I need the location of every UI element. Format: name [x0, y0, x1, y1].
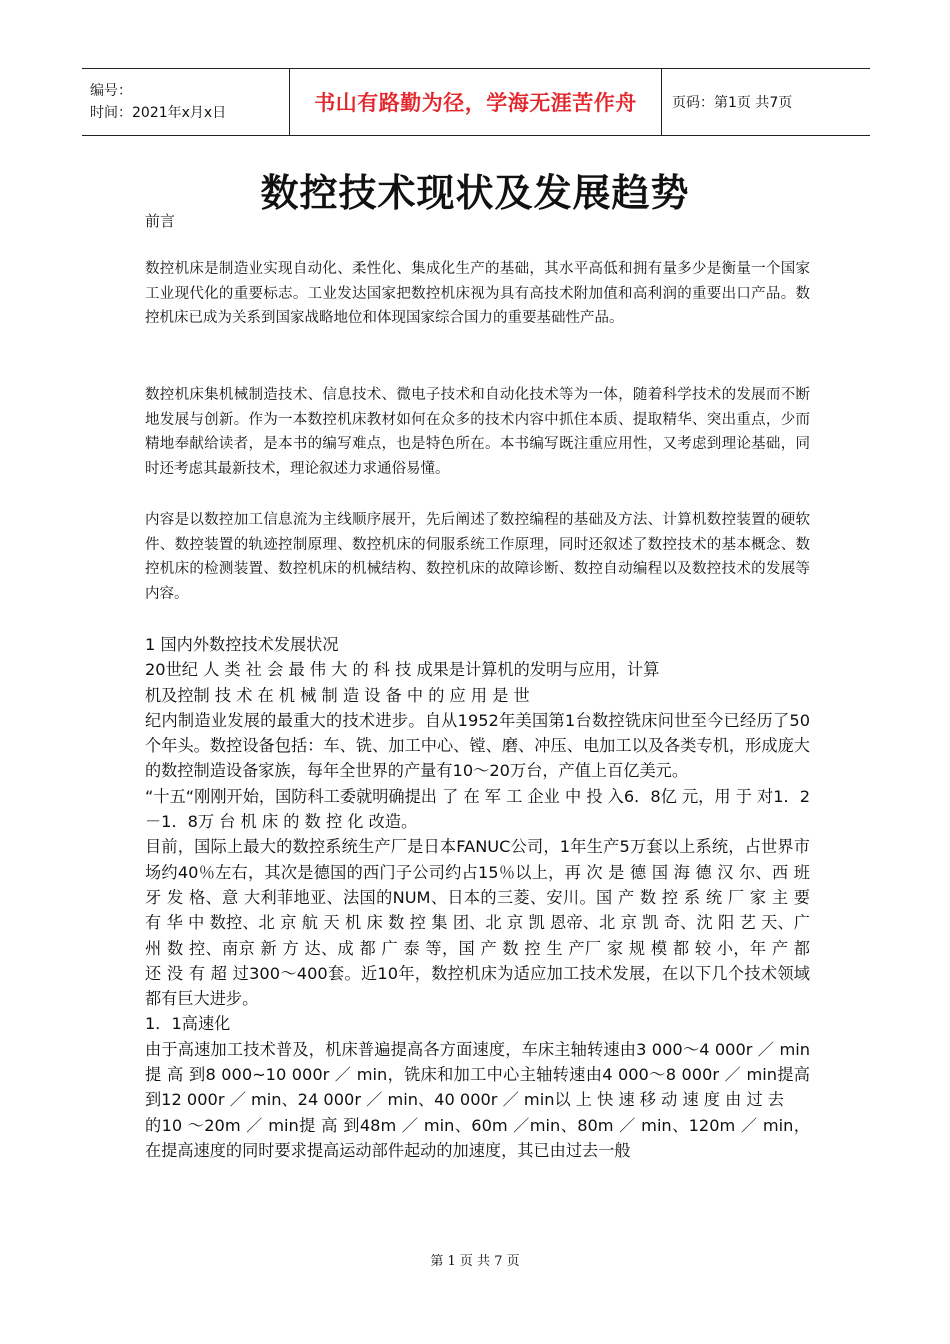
preface-heading: 前言 [145, 212, 176, 230]
document-header [82, 68, 870, 136]
section-heading: 1 国内外数控技术发展状况 [145, 635, 339, 654]
subsection-paragraph: 的10 ～20m ／ min提 高 到48m ／ min、60m ／min、80m ／ min、120m ／ min，在提高速度的同时要求提高运动部件起动的加速度，其已由过去一般 [145, 1115, 810, 1160]
header-meta [82, 69, 289, 135]
section-paragraph: 目前，国际上最大的数控系统生产厂是日本FANUC公司，1年生产5万套以上系统，占世界市场约40％左右，其次是德国的西门子公司约占15％以上，再 次 是 德 国 海 德 汉 尔、西 班 牙 发 格、意 大利菲地亚、法国的NUM、日本的三菱、安川。国 产 数 控 系 统 厂 家 主 要 有 华 中 数控、北 京 航 天 机 床 数 控 集 团、北 京 凯 恩帝、北 京 凯 奇、沈 阳 艺 天、广 州 数 控、南京 新 方 达、成 都 广 泰 等，国 产 数 控 生 产厂 家 规 模 都 较 小，年 产 都 还 没 有 超 过300～400套。近10年，数控机床为适应加工技术发展，在以下几个技术领域都有巨大进步。 [145, 837, 810, 1009]
header-page-cell [662, 69, 870, 135]
header-motto-cell [289, 69, 662, 135]
section-line: 机及控制 技 术 在 机 械 制 造 设 备 中 的 应 用 是 世 [145, 685, 530, 705]
date-label: 时间：2021年x月x日 [90, 105, 227, 121]
motto: 书山有路勤为径，学海无涯苦作舟 [314, 91, 637, 115]
page-title: 数控技术现状及发展趋势 [260, 171, 690, 215]
paragraph-1: 数控机床是制造业实现自动化、柔性化、集成化生产的基础，其水平高低和拥有量多少是衡量一个国家工业现代化的重要标志。工业发达国家把数控机床视为具有高技术附加值和高利润的重要出口产品。数控机床已成为关系到国家战略地位和体现国家综合国力的重要基础性产品。 [145, 261, 810, 326]
section-paragraph: 纪内制造业发展的最重大的技术进步。自从1952年美国第1台数控铣床问世至今已经历了50个年头。数控设备包括：车、铣、加工中心、镗、磨、冲压、电加工以及各类专机，形成庞大的数控制造设备家族，每年全世界的产量有10～20万台，产值上百亿美元。 [145, 710, 810, 781]
subsection-paragraph: 由于高速加工技术普及，机床普遍提高各方面速度，车床主轴转速由3 000～4 000r ／ min提 高 到8 000~10 000r ／ min，铣床和加工中心主轴转速由4 000～8 000r ／ min提高到12 000r ／ min、24 000r ／ min、40 000r ／ min以 上 快 速 移 动 速 度 由 过 去 [145, 1039, 810, 1110]
number-label: 编号： [90, 83, 132, 99]
paragraph-3: 内容是以数控加工信息流为主线顺序展开，先后阐述了数控编程的基础及方法、计算机数控装置的硬软件、数控装置的轨迹控制原理、数控机床的伺服系统工作原理，同时还叙述了数控技术的基本概念、数控机床的检测装置、数控机床的机械结构、数控机床的故障诊断、数控自动编程以及数控技术的发展等内容。 [145, 512, 810, 602]
section-paragraph: “十五“刚刚开始，国防科工委就明确提出 了 在 军 工 企业 中 投 入6．8亿 元，用 于 对1．2 －1．8万 台 机 床 的 数 控 化 改造。 [145, 786, 810, 832]
paragraph-2: 数控机床集机械制造技术、信息技术、微电子技术和自动化技术等为一体，随着科学技术的发展而不断地发展与创新。作为一本数控机床教材如何在众多的技术内容中抓住本质、提取精华、突出重点，少而精地奉献给读者，是本书的编写难点，也是特色所在。本书编写既注重应用性，又考虑到理论基础，同时还考虑其最新技术，理论叙述力求通俗易懂。 [145, 387, 810, 477]
page-footer: 第 1 页 共 7 页 [430, 1254, 520, 1269]
page-info: 页码：第1页 共7页 [672, 95, 793, 111]
subsection-heading: 1．1高速化 [145, 1014, 231, 1034]
section-line: 20世纪 人 类 社 会 最 伟 大 的 科 技 成果是计算机的发明与应用，计算 [145, 660, 660, 680]
section-1 [145, 632, 810, 1163]
